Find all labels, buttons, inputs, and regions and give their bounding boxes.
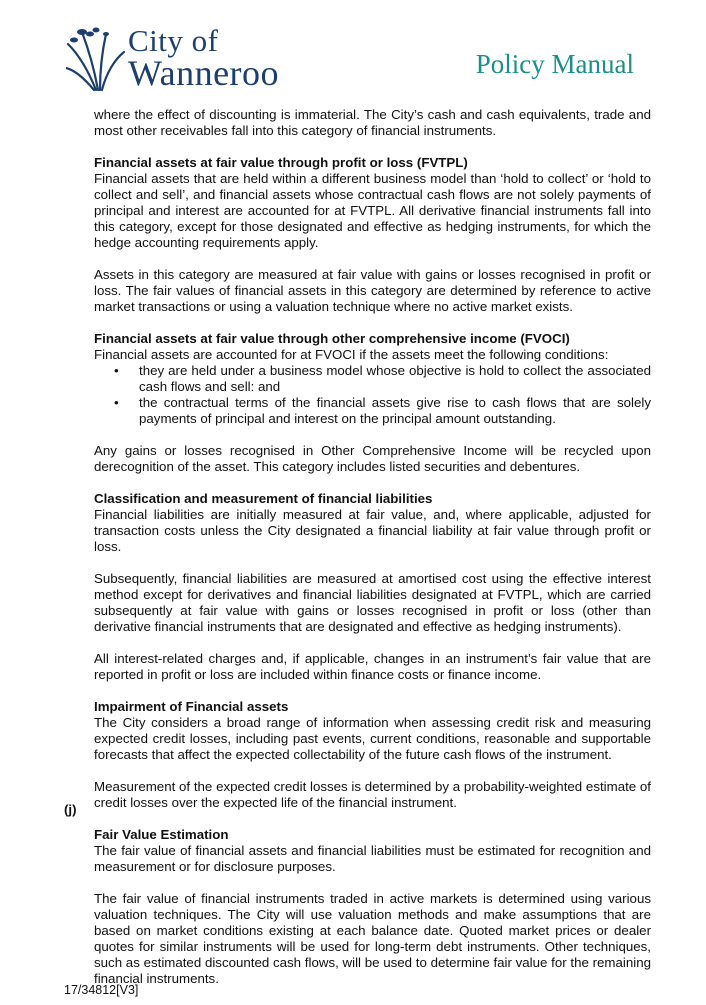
- heading-liabilities: Classification and measurement of financial liabilities: [94, 491, 433, 506]
- paragraph-liabilities-3: All interest-related charges and, if applicable, changes in an instrument’s fair value that are reported in profit or loss are included within finance costs or finance income.: [94, 651, 651, 682]
- document-body: [94, 107, 651, 987]
- heading-fvtpl: Financial assets at fair value through profit or loss (FVTPL): [94, 155, 468, 170]
- list-item: [94, 395, 651, 427]
- paragraph-discounting: where the effect of discounting is immaterial. The City’s cash and cash equivalents, trade and most other receivables fall into this category of financial instruments.: [94, 107, 651, 138]
- logo-text-city-of: City of: [128, 23, 219, 58]
- section-label-j: (j): [64, 802, 77, 817]
- paragraph-fair-value-2: The fair value of financial instruments traded in active markets is determined using various valuation techniques. The City will use valuation methods and make assumptions that are based on market conditions existing at each balance date. Quoted market prices or dealer quotes for similar instruments will be used for long-term debt instruments. Other techniques, such as estimated discounted cash flows, will be used to determine fair value for the remaining financial instruments.: [94, 891, 651, 986]
- list-item-text: they are held under a business model whose objective is hold to collect the associated cash flows and sell: and: [139, 363, 651, 394]
- paragraph-fair-value-1: The fair value of financial assets and financial liabilities must be estimated for recognition and measurement or for disclosure purposes.: [94, 843, 651, 874]
- logo-text-wanneroo: Wanneroo: [128, 53, 280, 93]
- document-reference: 17/34812[V3]: [64, 983, 139, 997]
- bullet-icon: •: [114, 363, 119, 378]
- heading-fvoci: Financial assets at fair value through other comprehensive income (FVOCI): [94, 331, 570, 346]
- policy-manual-title: Policy Manual: [475, 49, 634, 79]
- paragraph-fvtpl-1: Financial assets that are held within a different business model than ‘hold to collect’ or ‘hold to collect and sell’, and financial assets whose contractual cash flows are not solely payments of principal and interest are accounted for at FVTPL. All derivative financial instruments fall into this category, except for those designated and effective as hedging instruments, for which the hedge accounting requirements apply.: [94, 171, 651, 250]
- city-logo: [66, 24, 306, 94]
- plant-emblem-icon: [66, 24, 128, 92]
- list-item: [94, 363, 651, 395]
- paragraph-fvtpl-2: Assets in this category are measured at fair value with gains or losses recognised in profit or loss. The fair values of financial assets in this category are determined by reference to active market transactions or using a valuation technique where no active market exists.: [94, 267, 651, 314]
- paragraph-impairment-1: The City considers a broad range of information when assessing credit risk and measuring expected credit losses, including past events, current conditions, reasonable and supportable forecasts that affect the expected collectability of the future cash flows of the instrument.: [94, 715, 651, 762]
- paragraph-fvoci-intro: Financial assets are accounted for at FVOCI if the assets meet the following conditions:: [94, 347, 609, 362]
- paragraph-liabilities-1: Financial liabilities are initially measured at fair value, and, where applicable, adjusted for transaction costs unless the City designated a financial liability at fair value through profit or loss.: [94, 507, 651, 554]
- bullet-icon: •: [114, 395, 119, 410]
- paragraph-fvoci-2: Any gains or losses recognised in Other Comprehensive Income will be recycled upon derecognition of the asset. This category includes listed securities and debentures.: [94, 443, 651, 474]
- heading-fair-value-estimation: Fair Value Estimation: [94, 827, 229, 842]
- list-item-text: the contractual terms of the financial assets give rise to cash flows that are solely payments of principal and interest on the principal amount outstanding.: [139, 395, 651, 426]
- paragraph-liabilities-2: Subsequently, financial liabilities are measured at amortised cost using the effective interest method except for derivatives and financial liabilities designated at FVTPL, which are carried subsequently at fair value with gains or losses recognised in profit or loss (other than derivative financial instruments that are designated and effective as hedging instruments).: [94, 571, 651, 634]
- heading-impairment: Impairment of Financial assets: [94, 699, 289, 714]
- fvoci-conditions-list: [94, 363, 651, 427]
- paragraph-impairment-2: Measurement of the expected credit losses is determined by a probability-weighted estimate of credit losses over the expected life of the financial instrument.: [94, 779, 651, 810]
